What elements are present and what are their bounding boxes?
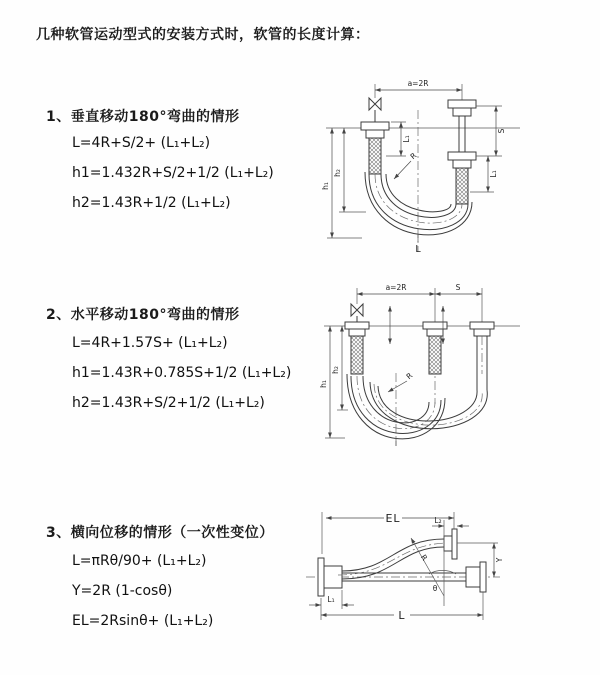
formula-line: L=πRθ/90+ (L₁+L₂) — [72, 553, 207, 569]
valve-icon — [351, 304, 363, 316]
angle-label-theta: θ — [432, 584, 438, 593]
dimension-l1 — [309, 590, 354, 609]
dim-label-r: R — [404, 370, 415, 382]
section-3-heading: 3、横向位移的情形（一次性变位） — [46, 525, 274, 541]
left-pipe-assembly — [345, 304, 369, 374]
formula-line: EL=2Rsinθ+ (L₁+L₂) — [72, 613, 214, 629]
valve-icon — [369, 98, 381, 110]
formula-line: h1=1.432R+S/2+1/2 (L₁+L₂) — [72, 165, 274, 181]
formula-line: L=4R+1.57S+ (L₁+L₂) — [72, 335, 228, 351]
dimension-l2 — [432, 516, 469, 534]
dimension-l1-right — [470, 156, 498, 192]
radius-callout — [388, 371, 414, 392]
dim-label-l1: L₁ — [327, 595, 335, 604]
diagram-lateral-displacement — [298, 502, 590, 642]
dimension-h2 — [331, 326, 348, 410]
dim-label-l2: L₂ — [434, 516, 442, 525]
hose-u-bend-position-2 — [370, 370, 487, 429]
diagram-horizontal-180-bend — [312, 278, 582, 453]
dim-label-r: R — [408, 150, 419, 162]
dimension-a2r — [375, 79, 462, 90]
dim-label-s: S — [497, 128, 506, 134]
right-pipe-assembly — [448, 84, 476, 204]
dimension-y — [494, 543, 504, 577]
dim-label-el: EL — [385, 512, 401, 525]
section-3-formulas — [72, 546, 213, 636]
dimension-h1 — [321, 128, 362, 238]
dim-label-l: L — [398, 609, 406, 622]
section-2-formulas — [72, 328, 291, 418]
formula-line: Y=2R (1-cosθ) — [72, 583, 173, 599]
diagram-vertical-180-bend — [312, 66, 552, 256]
dim-label-l1: L₁ — [402, 135, 411, 143]
page-title: 几种软管运动型式的安装方式时，软管的长度计算： — [36, 27, 370, 43]
dimension-l — [321, 592, 483, 622]
centerline — [326, 110, 520, 252]
dimension-l — [415, 234, 421, 255]
middle-pipe-assembly — [423, 322, 447, 374]
formula-line: h1=1.43R+0.785S+1/2 (L₁+L₂) — [72, 365, 292, 381]
dim-label-h2: h₂ — [331, 366, 340, 374]
left-pipe-assembly — [361, 84, 389, 174]
dim-label-l1: L₁ — [489, 170, 498, 178]
dim-label-y: Y — [495, 557, 504, 563]
radius-callout — [394, 151, 418, 179]
dimension-h1 — [319, 326, 345, 438]
section-1-formulas — [72, 128, 274, 218]
dim-label-s: S — [455, 283, 461, 292]
dim-label-h1: h₁ — [321, 182, 330, 190]
dimension-s — [476, 106, 506, 156]
left-flange — [318, 558, 342, 596]
dimension-l1-left — [386, 122, 411, 156]
top-dimensions — [357, 283, 482, 322]
dim-label-r: R — [418, 552, 430, 563]
formula-line: h2=1.43R+S/2+1/2 (L₁+L₂) — [72, 395, 265, 411]
dim-label-h2: h₂ — [333, 169, 342, 177]
section-1-heading: 1、垂直移动180°弯曲的情形 — [46, 109, 240, 125]
right-flange — [466, 562, 486, 592]
dim-label-l: L — [415, 244, 421, 255]
dim-label-a2r: a=2R — [385, 283, 407, 292]
dim-label-h1: h₁ — [319, 380, 328, 388]
right-pipe-assembly — [470, 322, 494, 374]
formula-line: L=4R+S/2+ (L₁+L₂) — [72, 135, 211, 151]
upper-flange — [444, 529, 498, 559]
dimension-h2 — [333, 128, 366, 212]
section-2-heading: 2、水平移动180°弯曲的情形 — [46, 307, 240, 323]
formula-line: h2=1.43R+1/2 (L₁+L₂) — [72, 195, 231, 211]
dim-label-a2r: a=2R — [407, 79, 429, 88]
